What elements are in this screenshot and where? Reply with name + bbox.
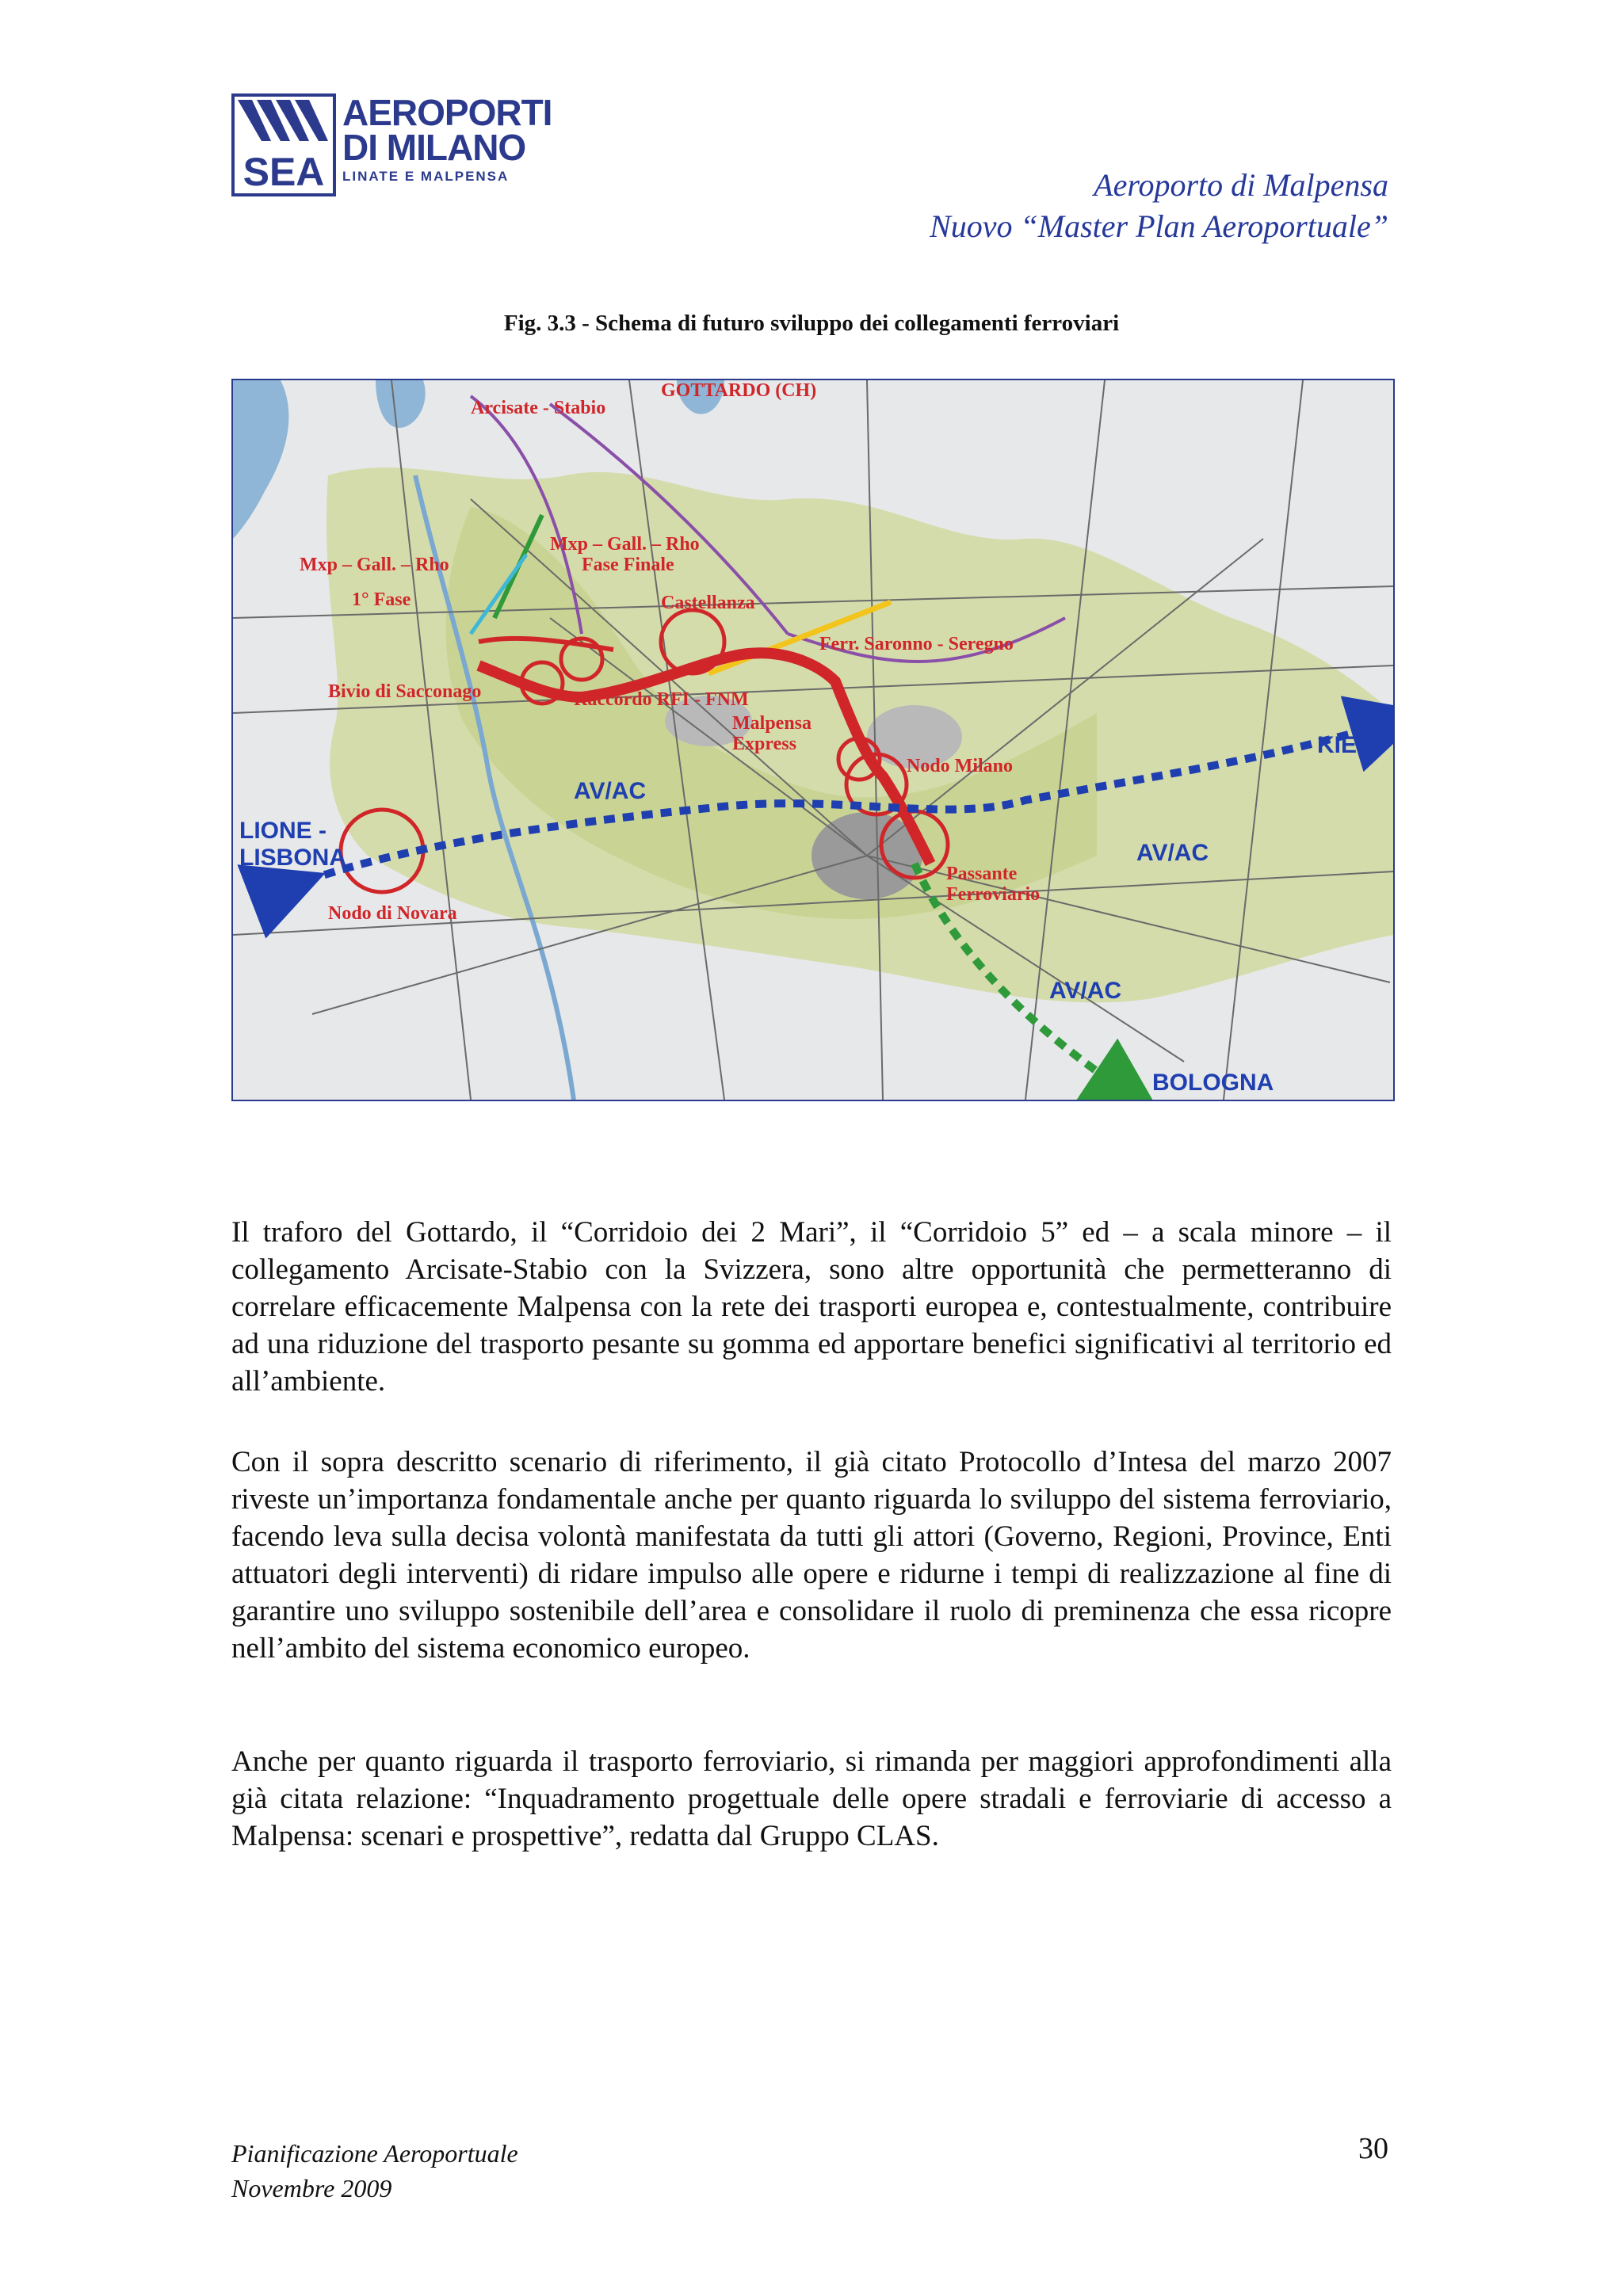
label-gottardo: GOTTARDO (CH) (661, 380, 817, 401)
railway-map-figure (231, 379, 1395, 1101)
logo-mark-text: SEA (242, 150, 325, 193)
label-bivio-sacconago: Bivio di Sacconago (328, 681, 482, 702)
sea-logo (231, 92, 552, 198)
label-saronno-seregno: Ferr. Saronno - Seregno (819, 634, 1014, 654)
label-lione: LIONE - (239, 818, 327, 844)
footer (231, 2136, 518, 2206)
header-line-1: Aeroporto di Malpensa (1094, 167, 1388, 203)
label-mxp-finale-a: Mxp – Gall. – Rho (550, 534, 700, 555)
logo-line-3: LINATE E MALPENSA (342, 169, 510, 184)
label-passante-a: Passante (946, 864, 1018, 884)
label-malpensa-express-a: Malpensa (732, 713, 812, 734)
sea-logo-mark (231, 93, 336, 196)
railway-map (233, 380, 1393, 1100)
logo-line-1: AEROPORTI (342, 92, 552, 133)
paragraph-1: Il traforo del Gottardo, il “Corridoio dei 2 Mari”, il “Corridoio 5” ed – a scala minore – il collegamento Arcisate-Stabio con la Svizzera, sono altre opportunità che permetteranno di correlare efficacemente Malpensa con la rete dei trasporti europea e, contestualmente, contribuire ad una riduzione del trasporto pesante su gomma ed apportare benefici significativi al territorio ed all’ambiente. (231, 1216, 1392, 1398)
label-arcisate: Arcisate - Stabio (471, 398, 606, 418)
footer-line-1: Pianificazione Aeroportuale (231, 2139, 518, 2168)
label-mxp-fase1-a: Mxp – Gall. – Rho (300, 555, 449, 575)
label-bologna: BOLOGNA (1152, 1070, 1274, 1096)
label-avac-east: AV/AC (1136, 840, 1209, 866)
document-header (930, 165, 1388, 247)
label-kiev: KIEV (1317, 732, 1373, 758)
label-nodo-novara: Nodo di Novara (328, 903, 457, 924)
label-castellanza: Castellanza (661, 593, 755, 613)
label-avac-south: AV/AC (1049, 978, 1122, 1004)
label-raccordo: Raccordo RFI - FNM (574, 689, 749, 710)
paragraph-2: Con il sopra descritto scenario di riferimento, il già citato Protocollo d’Intesa del marzo 2007 riveste un’importanza fondamentale anche per quanto riguarda lo sviluppo del sistema ferroviario, facendo leva sulla decisa volontà manifestata da tutti gli attori (Governo, Regioni, Province, Enti attuatori degli interventi) di ridare impulso alle opere e ridurne i tempi di realizzazione al fine di garantire uno sviluppo sostenibile dell’area e consolidare il ruolo di preminenza che essa ricopre nell’ambito del sistema economico europeo. (231, 1446, 1392, 1665)
logo-line-2: DI MILANO (342, 127, 526, 168)
figure-caption: Fig. 3.3 - Schema di futuro sviluppo dei collegamenti ferroviari (503, 311, 1120, 336)
label-lisbona: LISBONA (239, 845, 346, 871)
label-avac-west: AV/AC (574, 778, 647, 804)
footer-line-2: Novembre 2009 (231, 2174, 392, 2203)
label-mxp-fase1-b: 1° Fase (352, 589, 411, 610)
label-nodo-milano: Nodo Milano (907, 756, 1014, 776)
label-malpensa-express-b: Express (732, 734, 796, 754)
page-number: 30 (1358, 2132, 1388, 2165)
label-mxp-finale-b: Fase Finale (582, 555, 674, 575)
header-line-2: Nuovo “Master Plan Aeroportuale” (930, 208, 1388, 244)
paragraph-3: Anche per quanto riguarda il trasporto ferroviario, si rimanda per maggiori approfondimenti alla già citata relazione: “Inquadramento progettuale delle opere stradali e ferroviarie di accesso a Malpensa: scenari e prospettive”, redatta dal Gruppo CLAS. (231, 1745, 1392, 1852)
label-passante-b: Ferroviario (946, 884, 1041, 905)
logo-wordmark (342, 92, 552, 185)
